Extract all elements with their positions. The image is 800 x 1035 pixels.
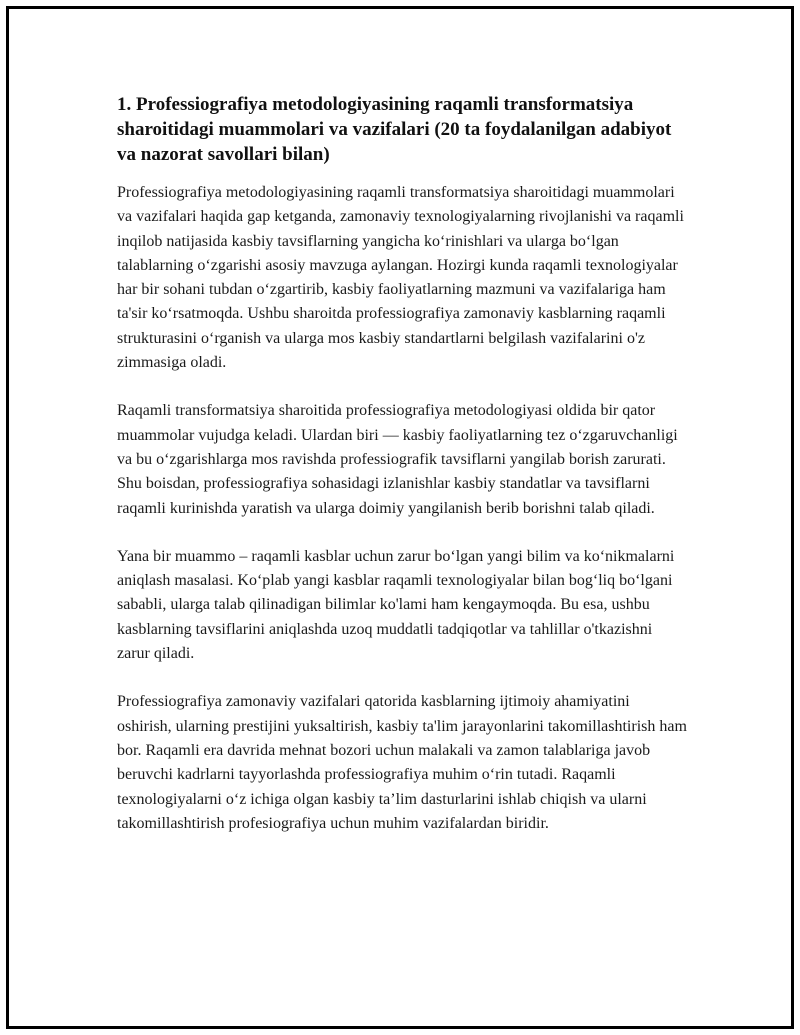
paragraph-4: Professiografiya zamonaviy vazifalari qatorida kasblarning ijtimoiy ahamiyatini oshirish, ularning prestijini yuksaltirish, kasbiy ta'lim jarayonlarini takomillashtirish ham bor. Raqamli era davrida mehnat bozori uchun malakali va zamon talablariga javob beruvchi kadrlarni tayyorlashda professiografiya muhim oʻrin tutadi. Raqamli texnologiyalarni oʻz ichiga olgan kasbiy ta’lim dasturlarini ishlab chiqish va ularni takomillashtirish profesiografiya uchun muhim vazifalardan biridir. bbox=[117, 693, 687, 832]
document-title: 1. Professiografiya metodologiyasining raqamli transformatsiya sharoitidagi muammolari va vazifalari (20 ta foydalanilgan adabiyot va nazorat savollari bilan) bbox=[117, 94, 672, 165]
paragraph-2: Raqamli transformatsiya sharoitida professiografiya metodologiyasi oldida bir qator muammolar vujudga keladi. Ulardan biri — kasbiy faoliyatlarning tez oʻzgaruvchanligi va bu oʻzgarishlarga mos ravishda professiografik tavsiflarni yangilab borish zarurati. Shu boisdan, professiografiya sohasidagi izlanishlar kasbiy standatlar va tavsiflarni raqamli kurinishda yaratish va ularga doimiy yangilanish berib borishni talab qiladi. bbox=[117, 402, 678, 517]
paragraph-1: Professiografiya metodologiyasining raqamli transformatsiya sharoitidagi muammolari va vazifalari haqida gap ketganda, zamonaviy texnologiyalarning rivojlanishi va raqamli inqilob natijasida kasbiy tavsiflarning yangicha koʻrinishlari va ularga boʻlgan talablarning oʻzgarishi asosiy mavzuga aylangan. Hozirgi kunda raqamli texnologiyalar har bir sohani tubdan oʻzgartirib, kasbiy faoliyatlarning mazmuni va vazifalariga ham ta'sir koʻrsatmoqda. Ushbu sharoitda professiografiya zamonaviy kasblarning raqamli strukturasini oʻrganish va ularga mos kasbiy standartlarni belgilash vazifalarini o'z zimmasiga oladi. bbox=[117, 184, 684, 372]
document-body bbox=[117, 92, 687, 860]
paragraph-3: Yana bir muammo – raqamli kasblar uchun zarur boʻlgan yangi bilim va koʻnikmalarni aniqlash masalasi. Koʻplab yangi kasblar raqamli texnologiyalar bilan bogʻliq boʻlgani sababli, ularga talab qilinadigan bilimlar ko'lami ham kengaymoqda. Bu esa, ushbu kasblarning tavsiflarini aniqlashda uzoq muddatli tadqiqotlar va tahlillar o'tkazishni zarur qiladi. bbox=[117, 547, 675, 663]
